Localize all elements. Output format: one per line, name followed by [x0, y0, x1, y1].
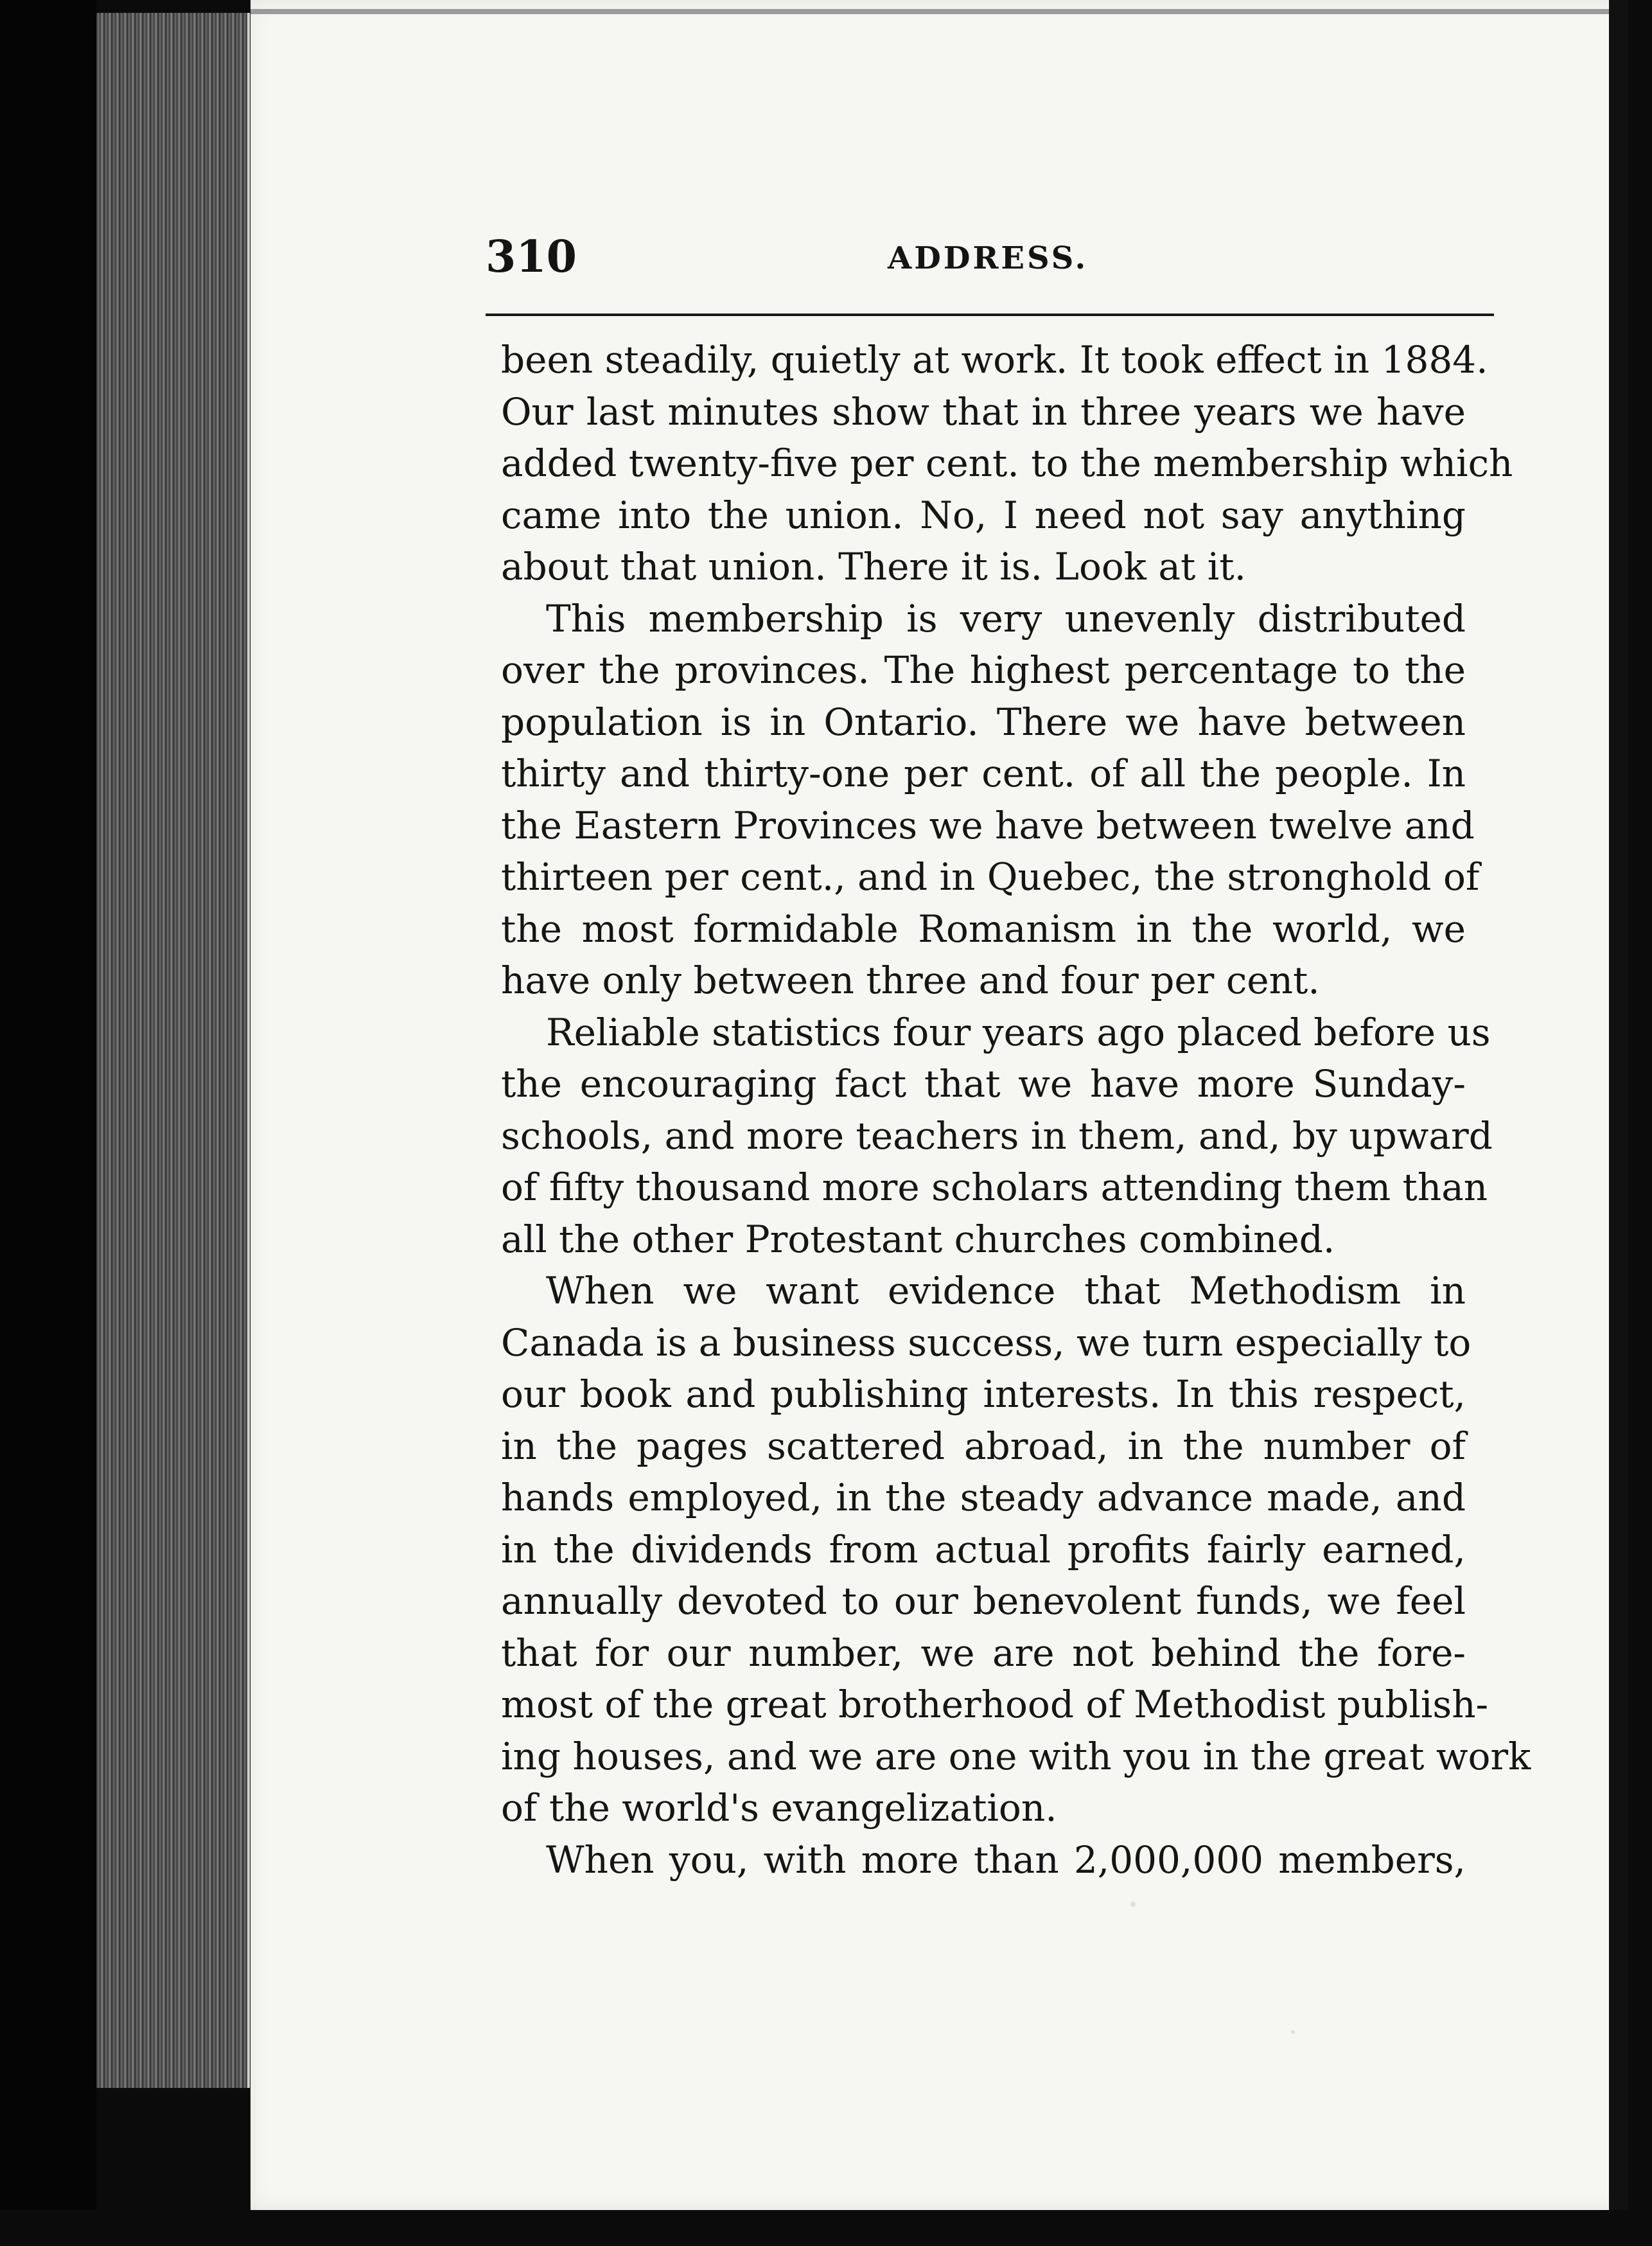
- text-line: thirteen per cent., and in Quebec, the stronghold of: [501, 855, 1480, 899]
- text-line: most of the great brotherhood of Methodist publish-: [501, 1683, 1489, 1726]
- text-line: over the provinces. The highest percentage to the: [501, 648, 1466, 692]
- text-line: came into the union. No, I need not say anything: [501, 493, 1466, 537]
- book-page: [250, 0, 1628, 2210]
- running-head: ADDRESS.: [888, 240, 1089, 276]
- scan-speck: [1291, 2030, 1295, 2034]
- book-spine: [0, 0, 96, 2246]
- text-line: that for our number, we are not behind the fore-: [501, 1631, 1466, 1675]
- text-line: our book and publishing interests. In this respect,: [501, 1372, 1466, 1416]
- text-line: This membership is very unevenly distributed: [546, 596, 1466, 641]
- text-line: population is in Ontario. There we have between: [501, 700, 1466, 744]
- scan-bottom-strip: [0, 2210, 1652, 2246]
- text-line: have only between three and four per cent.: [501, 959, 1320, 1002]
- text-line: the most formidable Romanism in the world, we: [501, 906, 1466, 951]
- text-line: in the dividends from actual profits fairly earned,: [501, 1527, 1466, 1571]
- page-number: 310: [486, 231, 577, 283]
- scan-speck: [1130, 1902, 1136, 1907]
- text-line: added twenty-five per cent. to the membership which: [501, 441, 1513, 485]
- page-header: [486, 231, 1652, 296]
- text-line: the Eastern Provinces we have between twelve and: [501, 803, 1475, 847]
- text-line: schools, and more teachers in them, and, by upward: [501, 1113, 1493, 1158]
- right-page-border: [1609, 0, 1628, 2210]
- text-line: When we want evidence that Methodism in: [546, 1269, 1466, 1313]
- text-line: of the world's evangelization.: [501, 1786, 1057, 1830]
- paragraph: [501, 1265, 1531, 1834]
- text-line: annually devoted to our benevolent funds, we feel: [501, 1579, 1466, 1623]
- paragraph: [501, 593, 1480, 1007]
- text-line: all the other Protestant churches combined.: [501, 1217, 1335, 1261]
- text-line: Our last minutes show that in three years we have: [501, 389, 1466, 434]
- body-text: [501, 334, 1531, 1886]
- text-line: Reliable statistics four years ago placed before us: [546, 1010, 1491, 1054]
- paragraph: [501, 1007, 1493, 1266]
- paragraph: [501, 1834, 1466, 1886]
- top-edge-rule: [250, 9, 1628, 14]
- text-line: been steadily, quietly at work. It took effect in 1884.: [501, 338, 1488, 382]
- text-line: the encouraging fact that we have more Sunday-: [501, 1062, 1466, 1106]
- header-rule: [486, 314, 1494, 316]
- text-line: thirty and thirty-one per cent. of all the people. In: [501, 752, 1466, 795]
- text-line: of fifty thousand more scholars attending them than: [501, 1165, 1488, 1209]
- text-line: in the pages scattered abroad, in the number of: [501, 1424, 1466, 1468]
- text-line: hands employed, in the steady advance made, and: [501, 1476, 1466, 1519]
- text-line: ing houses, and we are one with you in the great work: [501, 1734, 1531, 1778]
- paragraph: [501, 334, 1513, 593]
- page-edges: [96, 13, 250, 2088]
- text-line: When you, with more than 2,000,000 members,: [546, 1837, 1466, 1882]
- text-line: Canada is a business success, we turn especially to: [501, 1320, 1472, 1365]
- text-line: about that union. There it is. Look at it.: [501, 545, 1246, 588]
